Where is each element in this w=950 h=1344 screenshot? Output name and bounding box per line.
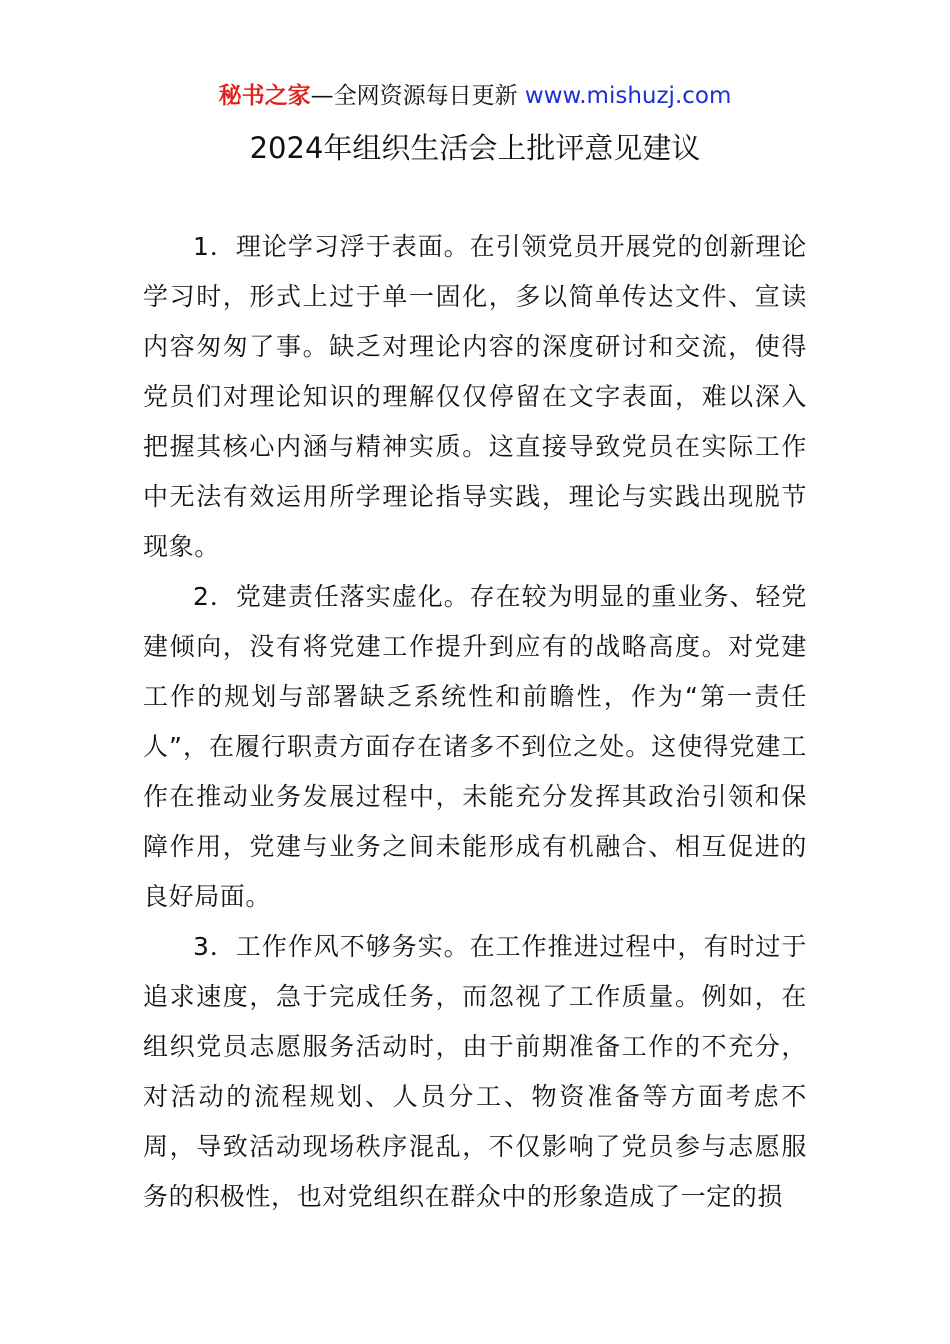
site-slogan: —全网资源每日更新 [310, 83, 525, 109]
site-header [0, 80, 950, 112]
paragraph-2: 2．党建责任落实虚化。存在较为明显的重业务、轻党建倾向，没有将党建工作提升到应有的战略高度。对党建工作的规划与部署缺乏系统性和前瞻性，作为“第一责任人”，在履行职责方面存在诸多不到位之处。这使得党建工作在推动业务发展过程中，未能充分发挥其政治引领和保障作用，党建与业务之间未能形成有机融合、相互促进的良好局面。 [143, 582, 807, 911]
paragraph-1: 1．理论学习浮于表面。在引领党员开展党的创新理论学习时，形式上过于单一固化，多以简单传达文件、宣读内容匆匆了事。缺乏对理论内容的深度研讨和交流，使得党员们对理论知识的理解仅仅停留在文字表面，难以深入把握其核心内涵与精神实质。这直接导致党员在实际工作中无法有效运用所学理论指导实践，理论与实践出现脱节现象。 [143, 232, 807, 561]
site-url-link[interactable]: www.mishuzj.com [524, 83, 732, 109]
brand-name: 秘书之家 [218, 83, 311, 109]
document-title: 2024年组织生活会上批评意见建议 [249, 131, 701, 165]
paragraph-3: 3．工作作风不够务实。在工作推进过程中，有时过于追求速度，急于完成任务，而忽视了工作质量。例如，在组织党员志愿服务活动时，由于前期准备工作的不充分，对活动的流程规划、人员分工、物资准备等方面考虑不周，导致活动现场秩序混乱，不仅影响了党员参与志愿服务的积极性，也对党组织在群众中的形象造成了一定的损 [143, 932, 807, 1211]
document-body [143, 222, 807, 1222]
